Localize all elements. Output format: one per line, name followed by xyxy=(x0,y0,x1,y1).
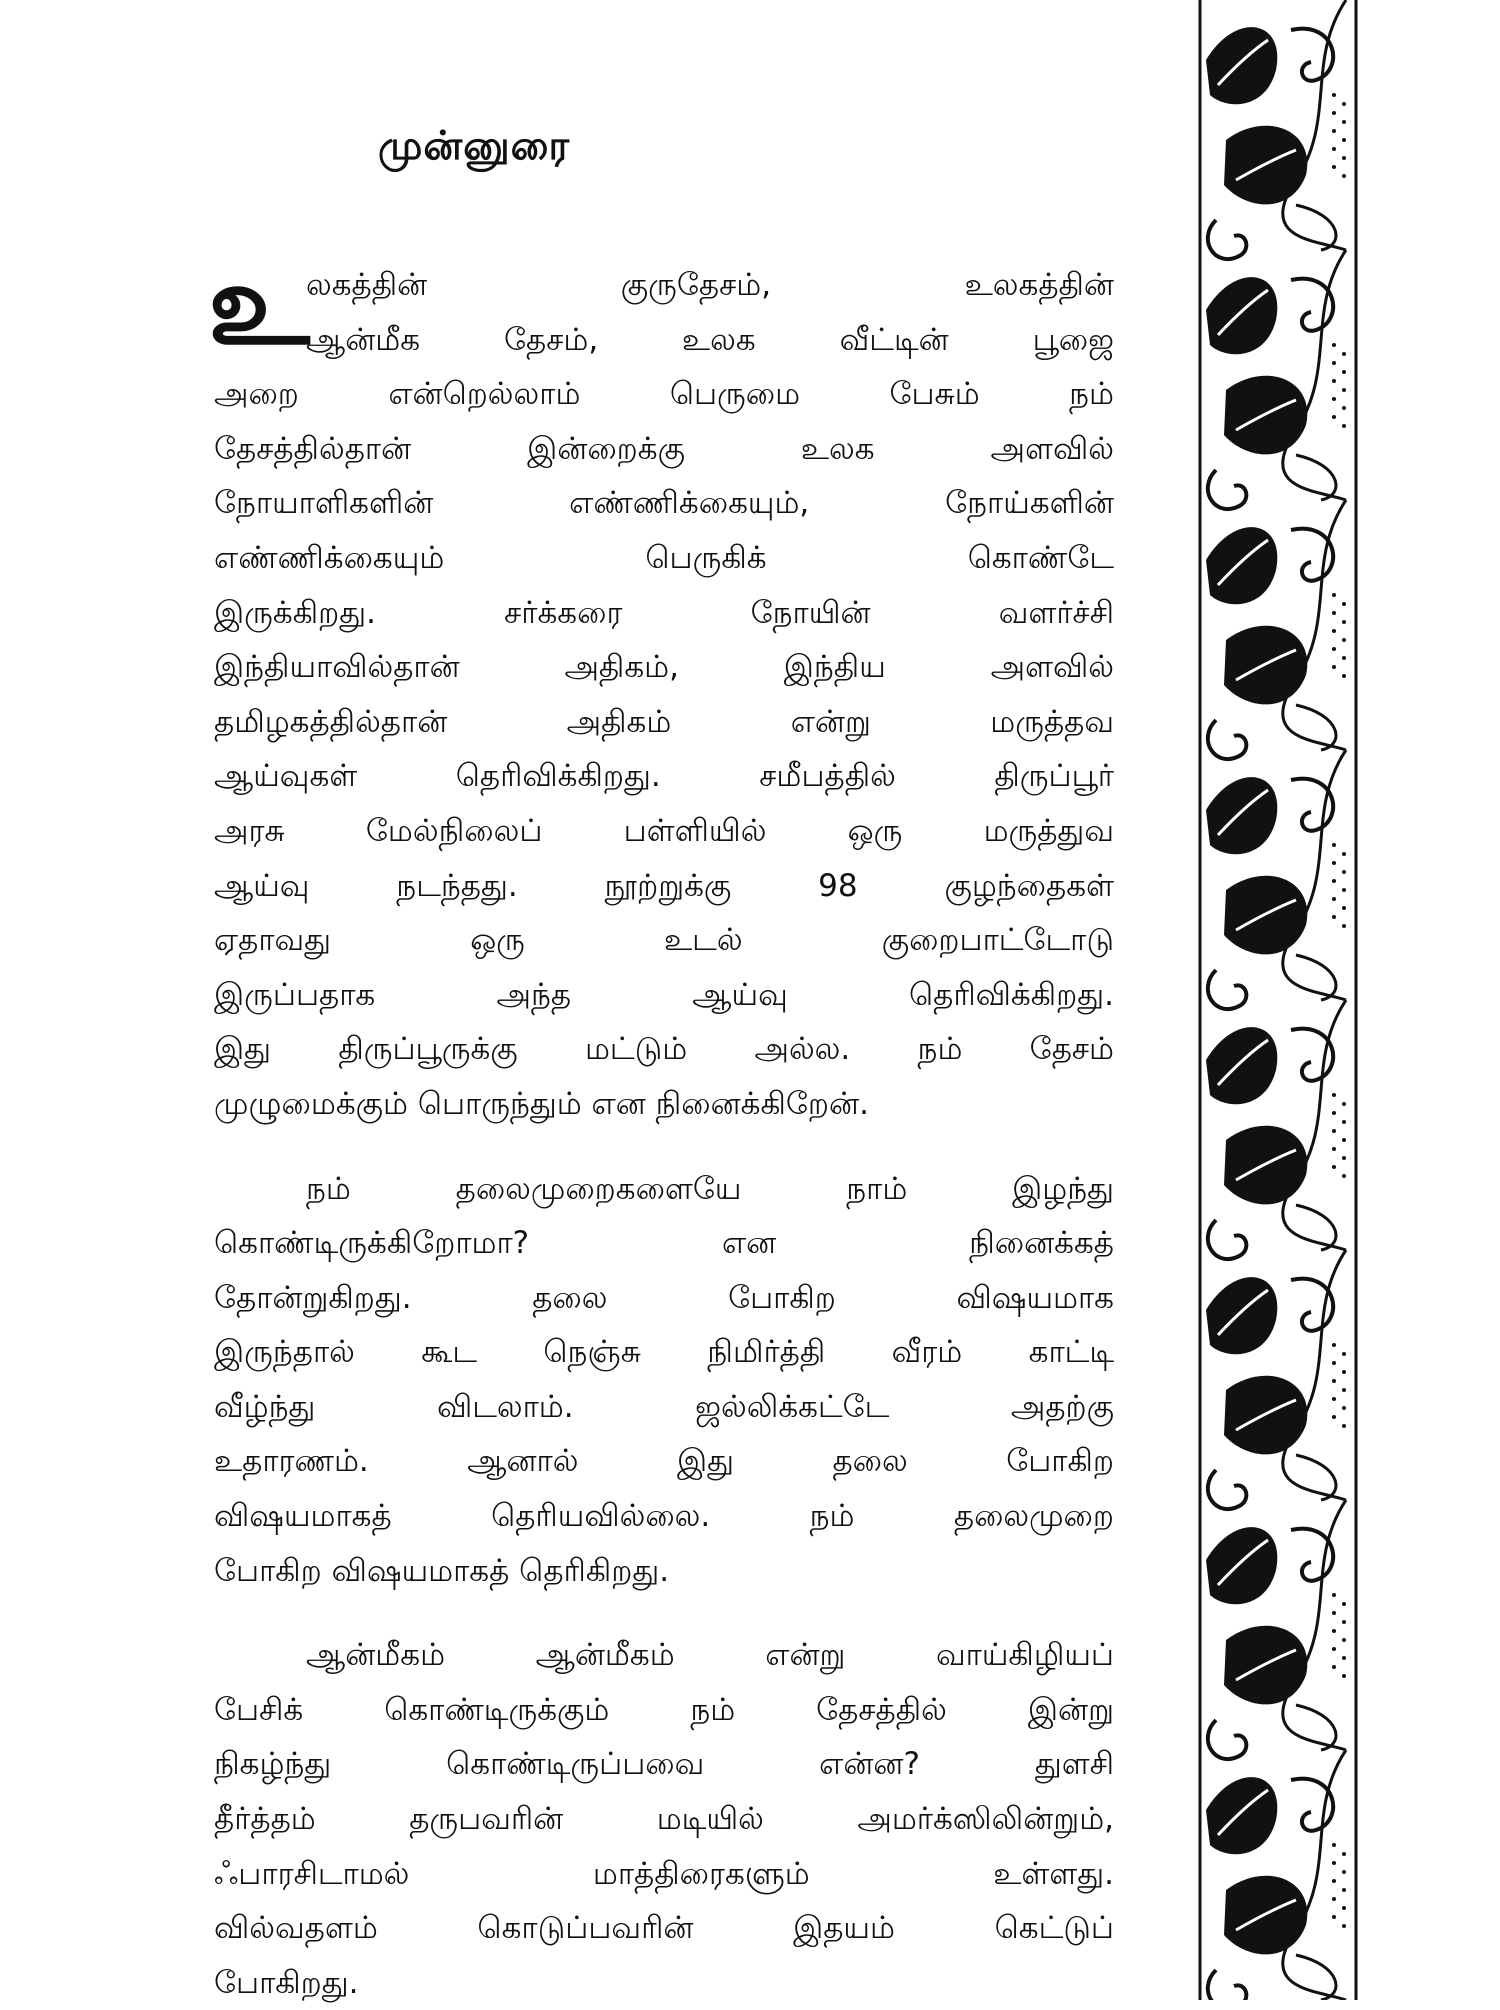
text-line: நோயாளிகளின் எண்ணிக்கையும், நோய்களின் xyxy=(214,485,1114,522)
floral-border-ornament xyxy=(1196,0,1360,2000)
ornament-motif xyxy=(1206,1000,1346,1259)
text-line: தீர்த்தம் தருபவரின் மடியில் அமர்க்ஸிலின்றும், xyxy=(214,1801,1114,1838)
paragraph-gap xyxy=(214,1132,1114,1162)
text-line: இருந்தால் கூட நெஞ்சு நிமிர்த்தி வீரம் காட்டி xyxy=(214,1334,1114,1371)
text-line: நிகழ்ந்து கொண்டிருப்பவை என்ன? துளசி xyxy=(214,1746,1114,1783)
text-line: இருக்கிறது. சர்க்கரை நோயின் வளர்ச்சி xyxy=(214,594,1114,631)
text-line: ஆன்மீகம் ஆன்மீகம் என்று வாய்கிழியப் xyxy=(306,1637,1114,1674)
text-line: பேசிக் கொண்டிருக்கும் நம் தேசத்தில் இன்று xyxy=(214,1691,1114,1728)
ornament-motif xyxy=(1206,1500,1346,1759)
body-text xyxy=(214,258,1114,2010)
ornament-motif xyxy=(1206,250,1346,509)
text-line: தமிழகத்தில்தான் அதிகம் என்று மருத்தவ xyxy=(214,703,1114,740)
text-line: ஏதாவது ஒரு உடல் குறைபாட்டோடு xyxy=(214,922,1114,959)
text-line: நம் தலைமுறைகளையே நாம் இழந்து xyxy=(306,1170,1114,1207)
text-line: ஆன்மீக தேசம், உலக வீட்டின் பூஜை xyxy=(306,321,1114,358)
ornament-motif xyxy=(1206,0,1346,259)
text-line: இது திருப்பூருக்கு மட்டும் அல்ல. நம் தேசம் xyxy=(214,1031,1114,1068)
text-line: தோன்றுகிறது. தலை போகிற விஷயமாக xyxy=(214,1279,1114,1316)
text-line: போகிறது. xyxy=(214,1964,359,2001)
text-line: வில்வதளம் கொடுப்பவரின் இதயம் கெட்டுப் xyxy=(214,1910,1114,1947)
text-line: முழுமைக்கும் பொருந்தும் என நினைக்கிறேன். xyxy=(214,1085,869,1122)
text-line: வீழ்ந்து விடலாம். ஜல்லிக்கட்டே அதற்கு xyxy=(214,1388,1114,1425)
text-line: இந்தியாவில்தான் அதிகம், இந்திய அளவில் xyxy=(214,649,1114,686)
text-line: எண்ணிக்கையும் பெருகிக் கொண்டே xyxy=(214,539,1114,576)
text-line: லகத்தின் குருதேசம், உலகத்தின் xyxy=(306,267,1114,303)
drop-cap-letter: உ xyxy=(208,239,310,370)
text-line: அறை என்றெல்லாம் பெருமை பேசும் நம் xyxy=(214,376,1114,413)
text-line: ஆய்வுகள் தெரிவிக்கிறது. சமீபத்தில் திருப்பூர் xyxy=(214,758,1114,795)
paragraph xyxy=(214,1162,1114,1599)
text-line: அரசு மேல்நிலைப் பள்ளியில் ஒரு மருத்துவ xyxy=(214,812,1114,849)
text-line: போகிற விஷயமாகத் தெரிகிறது. xyxy=(214,1552,670,1589)
paragraph xyxy=(214,1628,1114,2010)
text-line: கொண்டிருக்கிறோமா? என நினைக்கத் xyxy=(214,1225,1114,1262)
text-line: ஆய்வு நடந்தது. நூற்றுக்கு 98 குழந்தைகள் xyxy=(214,867,1114,904)
text-line: விஷயமாகத் தெரியவில்லை. நம் தலைமுறை xyxy=(214,1498,1114,1535)
page-title: முன்னுரை xyxy=(378,123,571,169)
paragraph xyxy=(214,258,1114,1132)
text-line: தேசத்தில்தான் இன்றைக்கு உலக அளவில் xyxy=(214,430,1114,467)
text-line: உதாரணம். ஆனால் இது தலை போகிற xyxy=(214,1443,1114,1480)
ornament-motif xyxy=(1206,1750,1346,2000)
text-line: ஃபாரசிடாமல் மாத்திரைகளும் உள்ளது. xyxy=(214,1855,1114,1892)
ornament-motif xyxy=(1206,1250,1346,1509)
text-line: இருப்பதாக அந்த ஆய்வு தெரிவிக்கிறது. xyxy=(214,976,1114,1013)
paragraph-gap xyxy=(214,1598,1114,1628)
ornament-motif xyxy=(1206,750,1346,1009)
ornament-motif xyxy=(1206,500,1346,759)
